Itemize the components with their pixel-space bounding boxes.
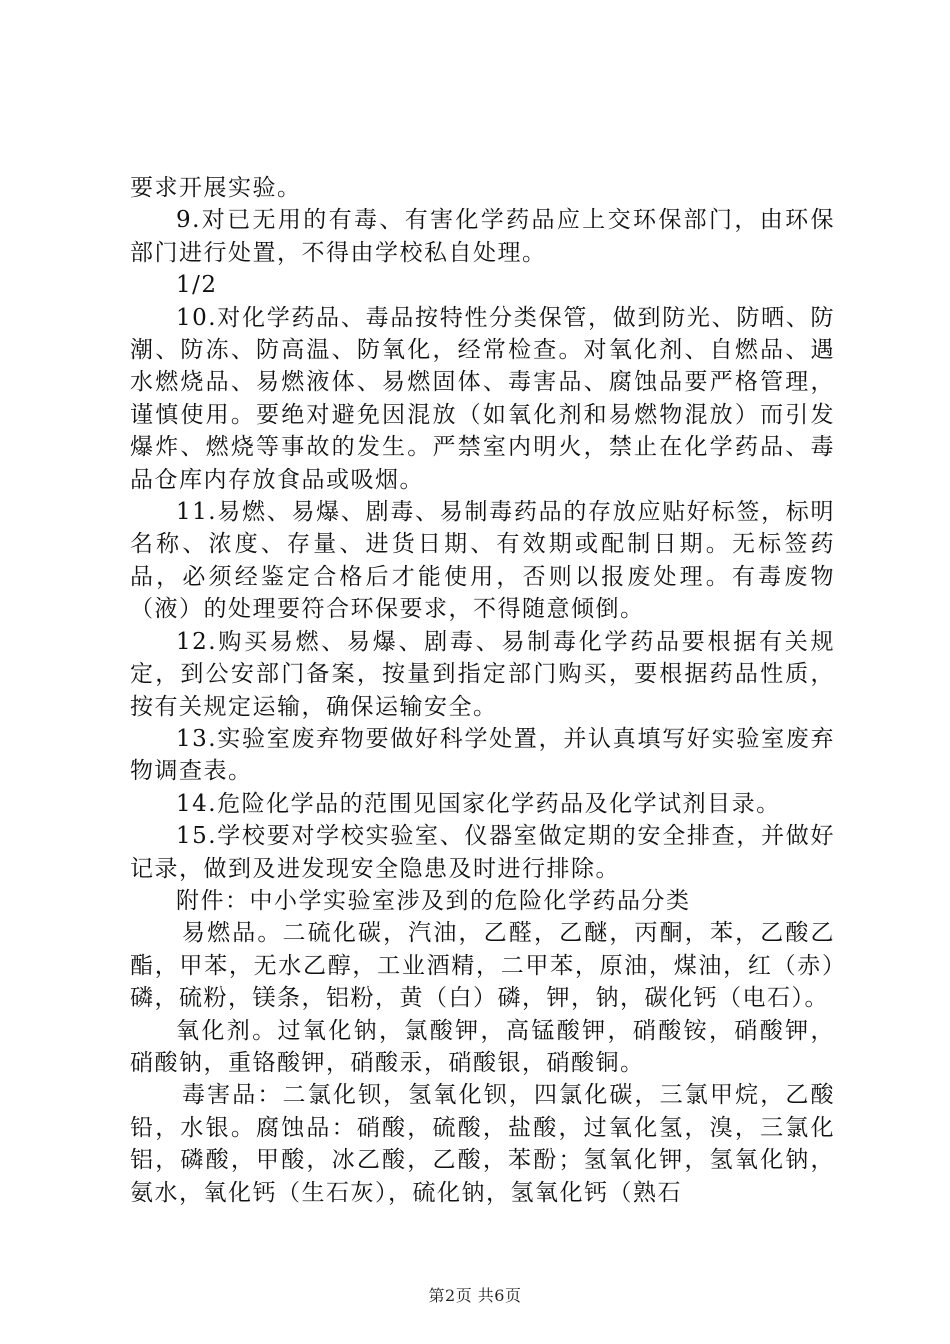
appendix-heading: 附件：中小学实验室涉及到的危险化学药品分类 bbox=[176, 887, 691, 914]
paragraph-flammables: 易燃品。二硫化碳，汽油，乙醛，乙醚，丙酮，苯，乙酸乙酯，甲苯，无水乙醇，工业酒精，二甲苯，原油，煤油，红（赤）磷，硫粉，镁条，铝粉，黄（白）磷，钾，钠，碳化钙（电石）。 bbox=[130, 920, 835, 1012]
page-footer: 第2页 共6页 bbox=[428, 1286, 522, 1305]
paragraph-item-9: 9.对已无用的有毒、有害化学药品应上交环保部门，由环保部门进行处置，不得由学校私自处理。 bbox=[130, 207, 835, 266]
paragraph-item-14: 14.危险化学品的范围见国家化学药品及化学试剂目录。 bbox=[176, 790, 781, 817]
paragraph-item-12: 12.购买易燃、易爆、剧毒、易制毒化学药品要根据有关规定，到公安部门备案，按量到指定部门购买，要根据药品性质，按有关规定运输，确保运输安全。 bbox=[130, 628, 835, 720]
paragraph-oxidizers: 氧化剂。过氧化钠，氯酸钾，高锰酸钾，硝酸铵，硝酸钾，硝酸钠，重铬酸钾，硝酸汞，硝酸银，硝酸铜。 bbox=[130, 1017, 835, 1076]
paragraph-toxics-corrosives: 毒害品：二氯化钡，氢氧化钡，四氯化碳，三氯甲烷，乙酸铅，水银。腐蚀品：硝酸，硫酸，盐酸，过氧化氢，溴，三氯化铝，磷酸，甲酸，冰乙酸，乙酸，苯酚；氢氧化钾，氢氧化钠，氨水，氧化钙（生石灰），硫化钠，氢氧化钙（熟石 bbox=[130, 1082, 835, 1206]
paragraph-item-15: 15.学校要对学校实验室、仪器室做定期的安全排查，并做好记录，做到及进发现安全隐患及时进行排除。 bbox=[130, 823, 835, 882]
paragraph-continuation: 要求开展实验。 bbox=[130, 175, 302, 201]
document-body bbox=[130, 172, 835, 1209]
paragraph-item-11: 11.易燃、易爆、剧毒、易制毒药品的存放应贴好标签，标明名称、浓度、存量、进货日期、有效期或配制日期。无标签药品，必须经鉴定合格后才能使用，否则以报废处理。有毒废物（液）的处理要符合环保要求，不得随意倾倒。 bbox=[130, 499, 835, 623]
paragraph-item-13: 13.实验室废弃物要做好科学处置，并认真填写好实验室废弃物调查表。 bbox=[130, 725, 835, 785]
page-fraction-marker: 1/2 bbox=[176, 272, 218, 299]
paragraph-item-10: 10.对化学药品、毒品按特性分类保管，做到防光、防晒、防潮、防冻、防高温、防氧化，经常检查。对氧化剂、自燃品、遇水燃烧品、易燃液体、易燃固体、毒害品、腐蚀品要严格管理，谨慎使用。要绝对避免因混放（如氧化剂和易燃物混放）而引发爆炸、燃烧等事故的发生。严禁室内明火，禁止在化学药品、毒品仓库内存放食品或吸烟。 bbox=[130, 304, 835, 493]
